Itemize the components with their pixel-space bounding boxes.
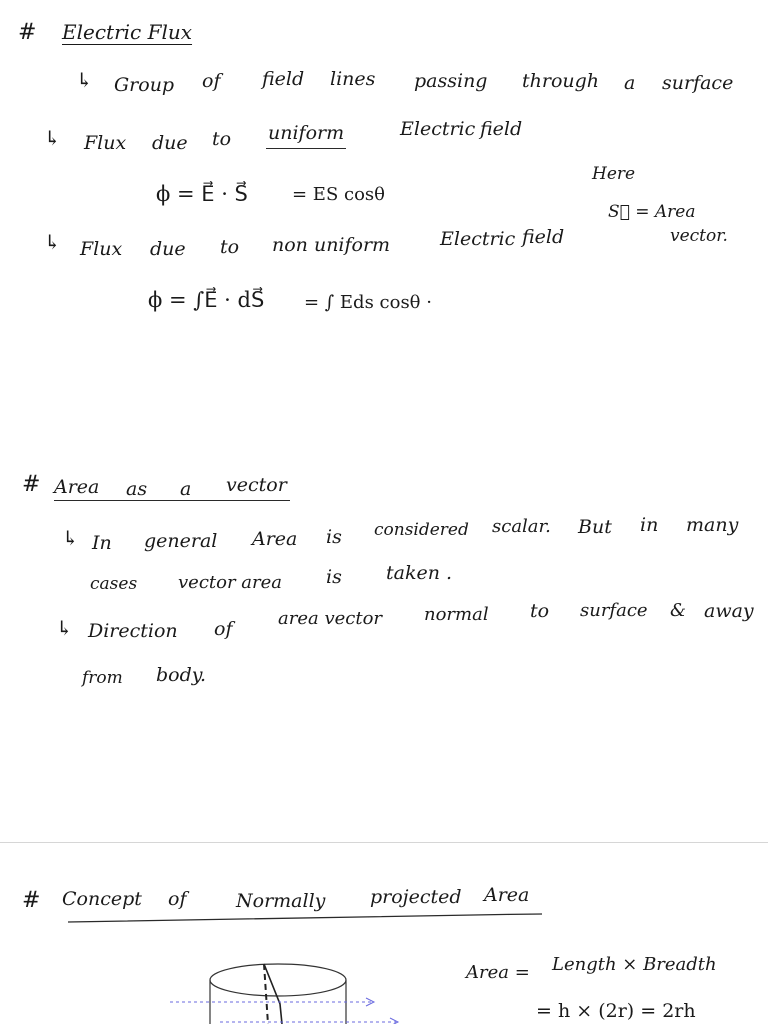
word: vector area [178, 572, 283, 593]
word: due [152, 132, 188, 154]
note-vector: vector. [670, 226, 728, 246]
word: taken . [386, 562, 453, 584]
word: cases [90, 574, 138, 594]
heading-word: Area [484, 884, 530, 906]
bullet-arrow: ↳ [76, 68, 93, 92]
word: Group [114, 74, 175, 96]
area-result: = h × (2r) = 2rh [536, 1000, 696, 1022]
heading-word: projected [370, 886, 462, 908]
word-uniform: uniform [268, 122, 345, 144]
word: to [212, 128, 232, 150]
heading-underline [54, 500, 290, 501]
word: normal [424, 604, 489, 625]
word: In [92, 532, 112, 554]
word: from [82, 668, 123, 688]
word: due [150, 238, 186, 260]
word: considered [374, 520, 469, 540]
heading-electric-flux: Electric Flux [62, 20, 193, 44]
word: Area [252, 528, 298, 550]
heading-hash: # [22, 888, 41, 913]
note-here: Here [592, 164, 636, 184]
word: field [262, 68, 305, 90]
word: in [640, 514, 659, 536]
heading-word: Concept [62, 888, 142, 910]
word: is [326, 526, 342, 548]
underline [266, 148, 346, 149]
word: a [624, 72, 636, 94]
word: general [144, 530, 218, 552]
word: is [326, 566, 342, 588]
heading-word: Area [54, 476, 100, 498]
word: non uniform [272, 234, 391, 256]
note-area: S⃗ = Area [608, 202, 696, 222]
word: field [480, 118, 523, 140]
area-formula: Length × Breadth [552, 954, 717, 975]
word: Flux [80, 238, 123, 260]
bullet-arrow: ↳ [44, 230, 61, 254]
equation-uniform: ϕ = E⃗ · S⃗ [156, 182, 248, 206]
area-label: Area = [466, 962, 530, 983]
word: to [530, 600, 550, 622]
word: passing [414, 70, 488, 92]
word: Flux [84, 132, 127, 154]
word: to [220, 236, 240, 258]
word: of [214, 618, 233, 640]
bullet-arrow: ↳ [56, 616, 73, 640]
bullet-arrow: ↳ [44, 126, 61, 150]
heading-word: of [168, 888, 187, 910]
word: & [670, 600, 687, 621]
heading-word: as [126, 478, 148, 500]
equation-nonuniform-rhs: = ∫ Eds cosθ · [304, 292, 432, 313]
cylinder-diagram [160, 954, 420, 1024]
word: surface [662, 72, 734, 94]
word: through [522, 70, 600, 92]
bullet-arrow: ↳ [62, 526, 79, 550]
word: surface [580, 600, 648, 621]
word: Electric [400, 118, 476, 140]
word: away [704, 600, 754, 622]
heading-hash: # [22, 472, 41, 497]
word: Electric [440, 228, 516, 250]
heading-word: Normally [236, 890, 326, 912]
word: lines [330, 68, 376, 90]
heading-hash: # [18, 20, 37, 45]
equation-uniform-rhs: = ES cosθ [292, 184, 385, 205]
equation-nonuniform: ϕ = ∫E⃗ · dS⃗ [148, 288, 265, 312]
heading-word: a [180, 478, 192, 500]
heading-underline [66, 910, 546, 930]
word: body. [156, 664, 207, 686]
word: scalar. [492, 516, 551, 537]
word: Direction [88, 620, 178, 642]
word: field [522, 226, 565, 248]
word: area vector [278, 608, 383, 629]
word: of [202, 70, 221, 92]
word: many [686, 514, 739, 536]
heading-word: vector [226, 474, 287, 496]
page-divider [0, 842, 768, 843]
word: But [578, 516, 612, 538]
